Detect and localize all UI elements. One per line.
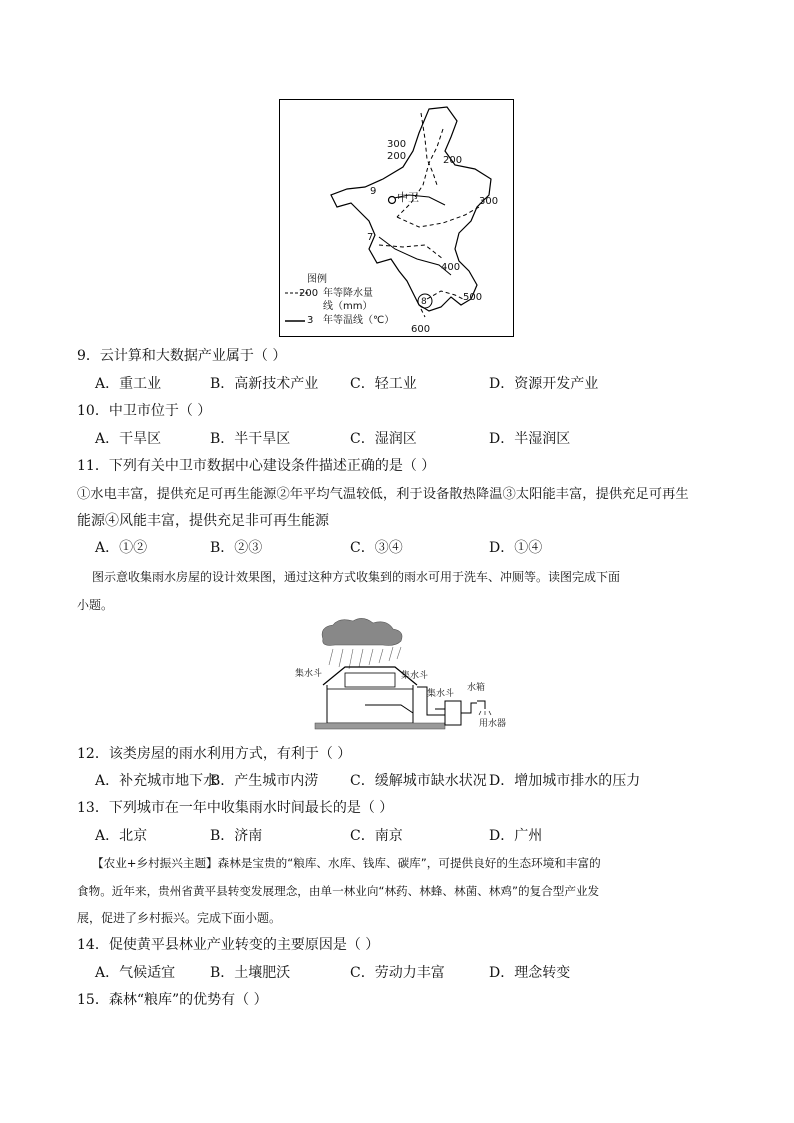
q10-stem: 10．中卫市位于（ ） [77, 403, 212, 419]
q12-option-d[interactable]: D．增加城市排水的压力 [489, 773, 641, 789]
q13-option-d[interactable]: D．广州 [489, 828, 543, 844]
q13-stem: 13．下列城市在一年中收集雨水时间最长的是（ ） [77, 800, 394, 816]
isohyet-label-300: 300 [387, 139, 407, 150]
q9-option-a[interactable]: A．重工业 [95, 376, 162, 392]
q10-option-b[interactable]: B．半干旱区 [210, 431, 291, 447]
isotherm-label-7: 7 [367, 232, 374, 243]
rain-intro-line-1: 图示意收集雨水房屋的设计效果图，通过这种方式收集到的雨水可用于洗车、冲厕等。读图完成下面 [92, 570, 621, 584]
q14-option-c[interactable]: C．劳动力丰富 [350, 965, 445, 981]
zhongwei-marker [389, 197, 396, 204]
collector-mid-label: 集水斗 [427, 689, 455, 699]
q14-option-b[interactable]: B．土壤肥沃 [210, 965, 291, 981]
q15-stem: 15．森林“粮库”的优势有（ ） [77, 992, 268, 1008]
isohyet-label-200-east: 200 [443, 155, 463, 166]
isohyet-label-400: 400 [441, 262, 461, 273]
legend-isohyet-unit: 线（mm） [323, 301, 373, 312]
q11-statement-line-2: 能源④风能丰富，提供充足非可再生能源 [77, 513, 329, 529]
city-label-zhongwei: 中卫 [397, 191, 419, 204]
q14-option-d[interactable]: D．理念转变 [489, 965, 571, 981]
isohyet-label-500: 500 [463, 292, 483, 303]
q12-stem: 12．该类房屋的雨水利用方式，有利于（ ） [77, 746, 352, 762]
collector-right-label: 集水斗 [401, 671, 429, 681]
isohyet-label-300-east: 300 [479, 196, 499, 207]
forest-intro-line-2: 食物。近年来，贵州省黄平县转变发展理念，由单一林业向“林药、林蜂、林菌、林鸡”的复合型产业发 [77, 884, 600, 898]
q12-option-c[interactable]: C．缓解城市缺水状况 [350, 773, 487, 789]
legend-title: 图例 [307, 274, 327, 285]
q9-option-b[interactable]: B．高新技术产业 [210, 376, 319, 392]
q13-option-c[interactable]: C．南京 [350, 828, 403, 844]
q11-stem: 11．下列有关中卫市数据中心建设条件描述正确的是（ ） [77, 458, 436, 474]
isohyet-label-200: 200 [387, 151, 407, 162]
forest-intro-line-3: 展，促进了乡村振兴。完成下面小题。 [77, 911, 282, 925]
q10-option-d[interactable]: D．半湿润区 [489, 431, 571, 447]
collector-left-label: 集水斗 [295, 669, 323, 679]
q9-stem: 9．云计算和大数据产业属于（ ） [77, 348, 287, 364]
isotherm-label-9: 9 [370, 186, 377, 197]
rain-intro-line-2: 小题。 [77, 598, 114, 612]
q12-option-a[interactable]: A．补充城市地下水 [95, 773, 218, 789]
q11-option-b[interactable]: B．②③ [210, 540, 263, 556]
q10-option-c[interactable]: C．湿润区 [350, 431, 417, 447]
q12-option-b[interactable]: B．产生城市内涝 [210, 773, 319, 789]
q14-stem: 14．促使黄平县林业产业转变的主要原因是（ ） [77, 937, 380, 953]
isotherm-label-8: 8 [421, 297, 427, 307]
legend-isohyet-text: 年等降水量 [323, 288, 373, 299]
q13-option-b[interactable]: B．济南 [210, 828, 263, 844]
q9-option-d[interactable]: D．资源开发产业 [489, 376, 599, 392]
q11-option-a[interactable]: A．①② [95, 540, 148, 556]
water-device-label: 用水器 [479, 719, 507, 729]
map-figure [279, 99, 514, 337]
q13-option-a[interactable]: A．北京 [95, 828, 148, 844]
q10-option-a[interactable]: A．干旱区 [95, 431, 162, 447]
legend-isotherm-text: 年等温线（℃） [323, 315, 395, 326]
q9-option-c[interactable]: C．轻工业 [350, 376, 417, 392]
rainwater-house-figure [295, 617, 507, 742]
legend-isotherm-value: 3 [307, 315, 314, 326]
q11-statement-line-1: ①水电丰富，提供充足可再生能源②年平均气温较低，利于设备散热降温③太阳能丰富，提供充足可再生 [77, 487, 689, 502]
water-tank-label: 水箱 [467, 683, 486, 693]
isohyet-label-600: 600 [411, 324, 431, 335]
q11-option-c[interactable]: C．③④ [350, 540, 403, 556]
q14-option-a[interactable]: A．气候适宜 [95, 965, 176, 981]
q11-option-d[interactable]: D．①④ [489, 540, 543, 556]
legend-isohyet-value: 200 [299, 288, 319, 299]
forest-intro-line-1: 【农业+乡村振兴主题】森林是宝贵的“粮库、水库、钱库、碳库”，可提供良好的生态环境和丰富的 [92, 856, 601, 870]
